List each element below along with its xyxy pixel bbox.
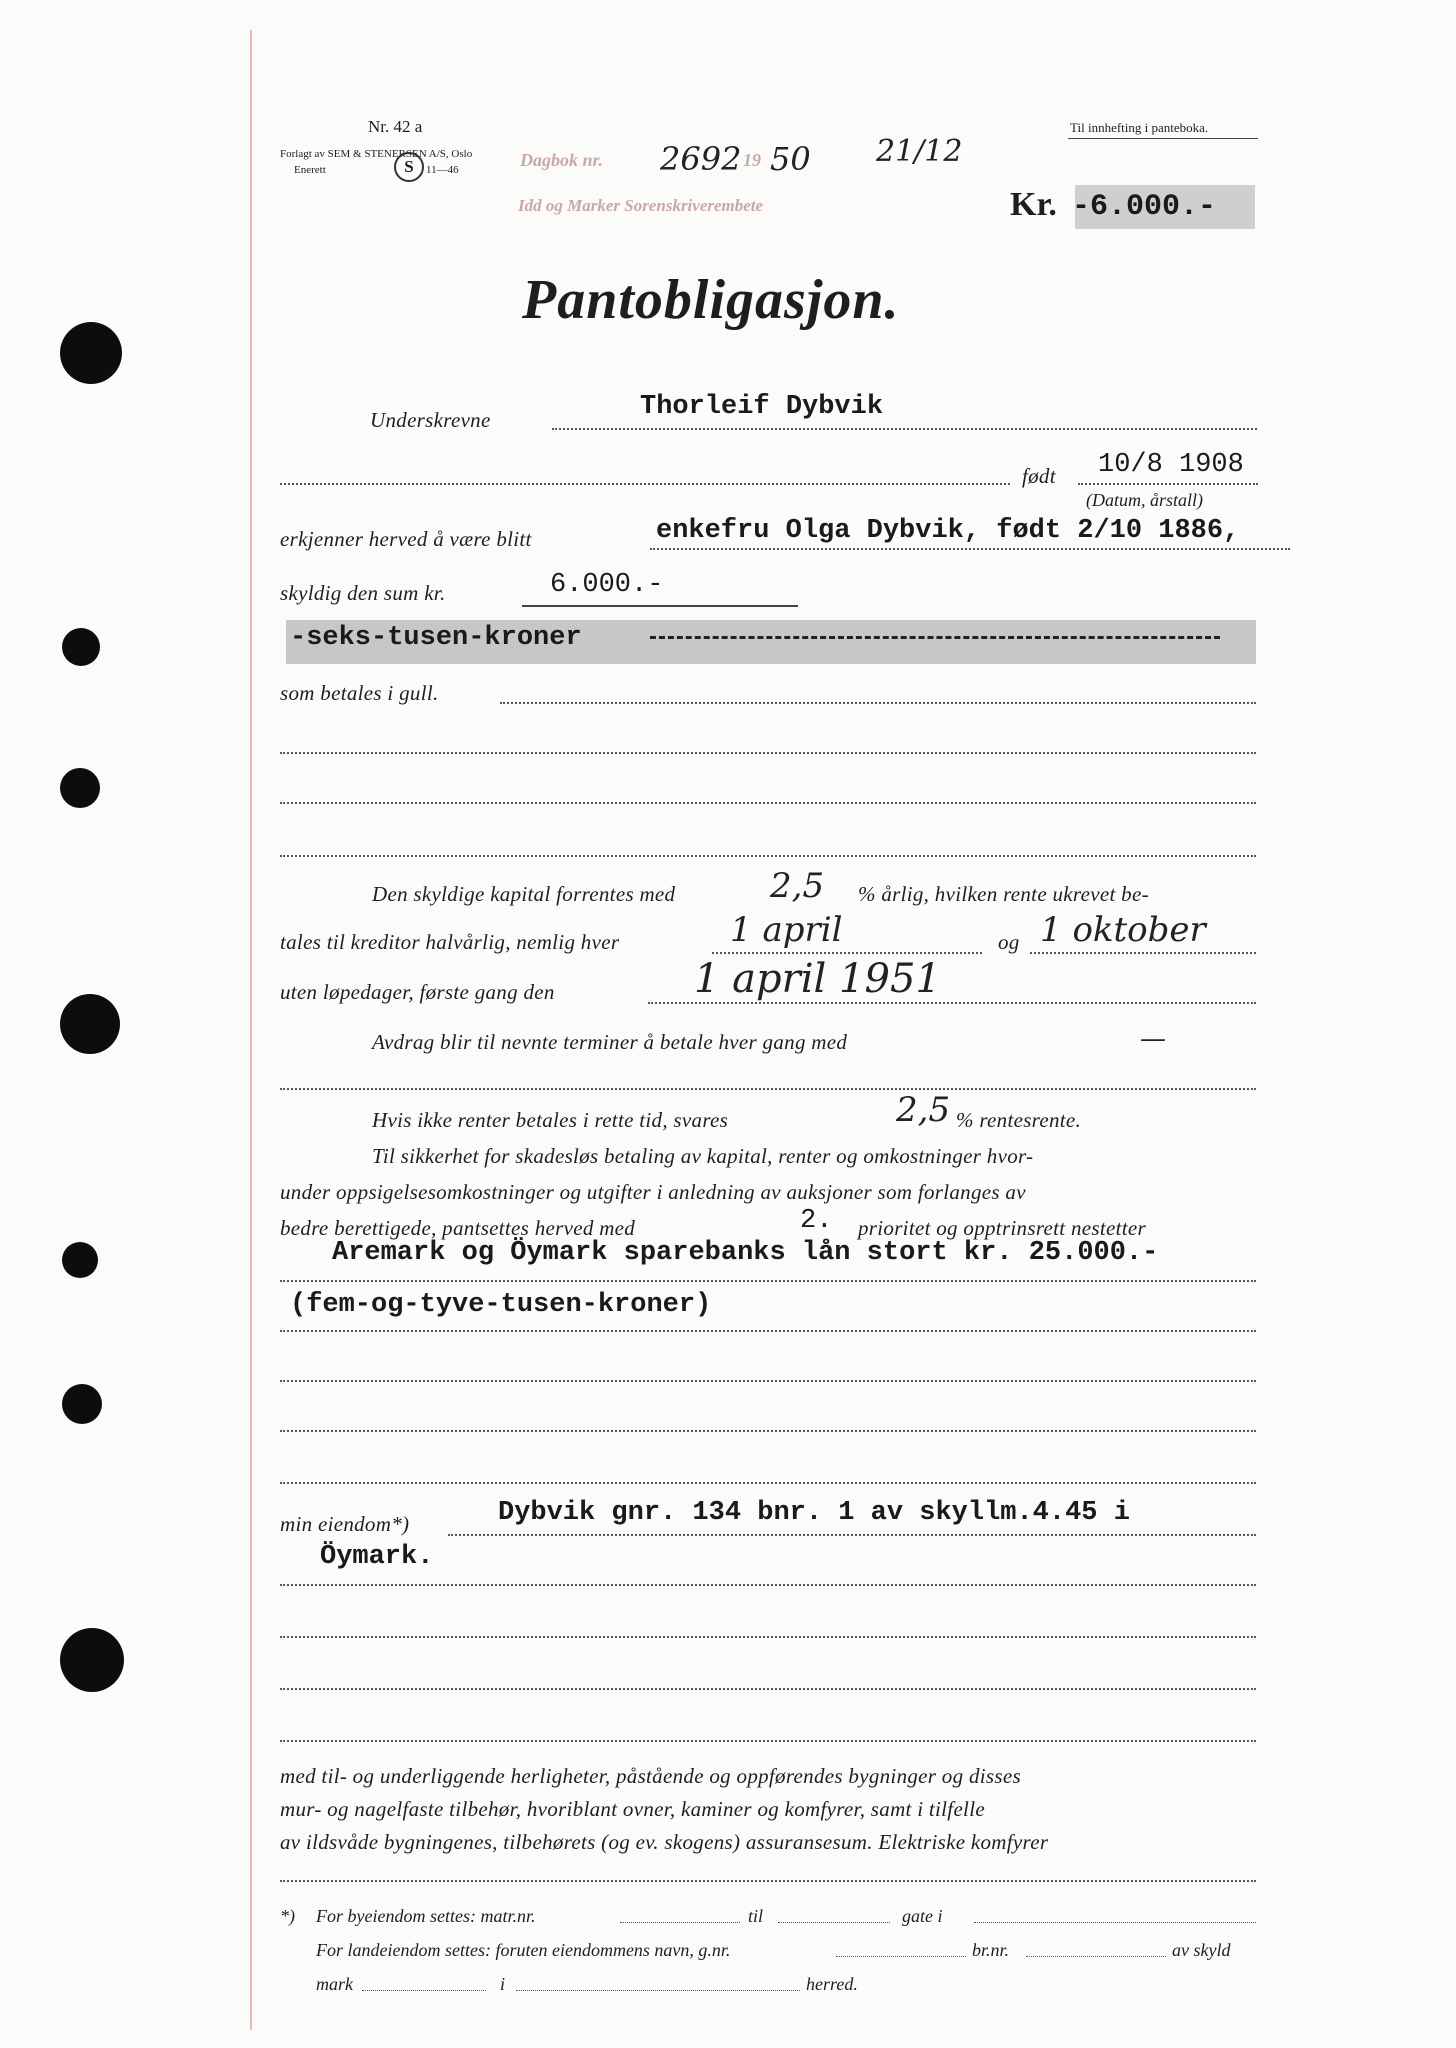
tail-line-3: av ildsvåde bygningenes, tilbehørets (og ev. skogens) assuransesum. Elektriske komfyrer <box>280 1830 1049 1854</box>
tail-line-2: mur- og nagelfaste tilbehør, hvoriblant ovner, kaminer og komfyrer, samt i tilfelle <box>280 1797 985 1821</box>
footnote-city-b: til <box>748 1906 764 1926</box>
term-1: 1 april <box>730 910 843 950</box>
label-paid: tales til kreditor halvårlig, nemlig hver <box>280 930 620 954</box>
first-date: 1 april 1951 <box>694 956 941 1002</box>
label-owing: skyldig den sum kr. <box>280 581 446 605</box>
field-line <box>500 702 1256 704</box>
footnote-line <box>974 1922 1256 1923</box>
priority-number: 2. <box>800 1206 833 1236</box>
field-line <box>280 1088 1256 1090</box>
top-note-underline <box>1068 138 1258 139</box>
label-interest-b: % årlig, hvilken rente ukrevet be- <box>858 882 1149 906</box>
field-line <box>280 1688 1256 1690</box>
footnote-herred: herred. <box>806 1974 858 1994</box>
binder-hole <box>60 1628 124 1692</box>
label-property: min eiendom*) <box>280 1512 410 1536</box>
footnote-line <box>778 1922 890 1923</box>
security-line-3a: bedre berettigede, pantsettes herved med <box>280 1216 636 1240</box>
field-line <box>280 802 1256 804</box>
form-number: Nr. 42 a <box>368 117 423 136</box>
label-gold: som betales i gull. <box>280 681 439 705</box>
footnote-city-a: For byeiendom settes: matr.nr. <box>316 1906 536 1926</box>
label-born: født <box>1022 464 1056 488</box>
footnote-city-c: gate i <box>902 1906 943 1926</box>
label-interest: Den skyldige kapital forrentes med <box>372 882 676 906</box>
stamp-journal-label: Dagbok nr. <box>520 150 604 170</box>
field-line <box>552 428 1257 430</box>
binder-hole <box>60 768 100 808</box>
property-1: Dybvik gnr. 134 bnr. 1 av skyllm.4.45 i <box>498 1498 1130 1528</box>
field-line <box>280 1430 1256 1432</box>
field-line <box>448 1534 1256 1536</box>
journal-year: 50 <box>770 140 811 178</box>
label-installment: Avdrag blir til nevnte terminer å betale hver gang med <box>372 1030 848 1054</box>
label-and: og <box>998 930 1020 954</box>
footnote-rural-b: br.nr. <box>972 1940 1010 1960</box>
stamp-office: Idd og Marker Sorenskriverembete <box>518 196 764 215</box>
journal-date: 21/12 <box>876 134 963 169</box>
birth-date: 10/8 1908 <box>1098 450 1244 480</box>
journal-number: 2692 <box>660 140 742 178</box>
amount-label: Kr. <box>1010 186 1057 223</box>
top-note: Til innhefting i panteboka. <box>1070 120 1209 135</box>
prior-loan-2: (fem-og-tyve-tusen-kroner) <box>290 1290 712 1320</box>
binder-hole <box>62 628 100 666</box>
footnote-marker: *) <box>280 1906 295 1926</box>
creditor: enkefru Olga Dybvik, født 2/10 1886, <box>656 516 1240 546</box>
security-line-3b: prioritet og opptrinsrett nestetter <box>858 1216 1146 1240</box>
date-note: (Datum, årstall) <box>1086 490 1203 510</box>
field-line <box>280 1280 1256 1282</box>
field-line <box>280 1636 1256 1638</box>
binder-hole <box>62 1384 102 1424</box>
footnote-mark-i: i <box>500 1974 506 1994</box>
sum-amount: 6.000.- <box>550 570 664 600</box>
footnote-line <box>1026 1956 1166 1957</box>
footnote-mark: mark <box>316 1974 353 1994</box>
field-line <box>280 752 1256 754</box>
sum-underline <box>522 605 798 607</box>
words-fill-dashes <box>650 636 1220 639</box>
field-line <box>1030 952 1256 954</box>
field-line <box>280 1584 1256 1586</box>
stamp-year-prefix: 19 <box>743 150 761 170</box>
publisher-rights: Enerett <box>294 164 326 176</box>
publisher-line: Forlagt av SEM & STENERSEN A/S, Oslo <box>280 148 473 160</box>
label-days: uten løpedager, første gang den <box>280 980 555 1004</box>
field-line <box>650 548 1290 550</box>
label-penalty: Hvis ikke renter betales i rette tid, svares <box>372 1108 729 1132</box>
publisher-logo-icon: S <box>394 152 424 182</box>
margin-rule <box>250 30 252 2030</box>
binder-hole <box>60 994 120 1054</box>
property-2: Öymark. <box>320 1542 434 1572</box>
term-2: 1 oktober <box>1040 910 1206 950</box>
document-title: Pantobligasjon. <box>522 269 900 331</box>
field-line <box>280 1880 1256 1882</box>
footnote-line <box>836 1956 966 1957</box>
binder-hole <box>60 322 122 384</box>
field-line <box>712 952 982 954</box>
security-line-2: under oppsigelsesomkostninger og utgifter i anledning av auksjoner som forlanges av <box>280 1180 1026 1204</box>
field-line <box>280 855 1256 857</box>
field-line <box>280 1482 1256 1484</box>
amount-value: -6.000.- <box>1072 190 1217 224</box>
sum-words: -seks-tusen-kroner <box>290 623 582 653</box>
binder-hole <box>62 1242 98 1278</box>
security-line-1: Til sikkerhet for skadesløs betaling av kapital, renter og omkostninger hvor- <box>372 1144 1034 1168</box>
debtor-name: Thorleif Dybvik <box>640 392 884 422</box>
field-line <box>280 1330 1256 1332</box>
interest-rate: 2,5 <box>770 866 825 906</box>
footnote-rural-c: av skyld <box>1172 1940 1231 1960</box>
field-line <box>280 483 1010 485</box>
footnote-line <box>620 1922 740 1923</box>
installment-amount: — <box>1140 1024 1166 1054</box>
label-undersigned: Underskrevne <box>370 408 491 432</box>
label-penalty-b: % rentesrente. <box>956 1108 1082 1132</box>
footnote-line <box>516 1990 800 1991</box>
footnote-rural-a: For landeiendom settes: foruten eiendommens navn, g.nr. <box>316 1940 731 1960</box>
tail-line-1: med til- og underliggende herligheter, påstående og oppførendes bygninger og disses <box>280 1764 1021 1788</box>
label-acknowledge: erkjenner herved å være blitt <box>280 527 532 551</box>
field-line <box>280 1740 1256 1742</box>
publisher-code: 11—46 <box>426 164 459 176</box>
field-line <box>280 1380 1256 1382</box>
penalty-rate: 2,5 <box>896 1090 951 1130</box>
footnote-line <box>362 1990 486 1991</box>
prior-loan-1: Aremark og Öymark sparebanks lån stort kr. 25.000.- <box>332 1238 1159 1268</box>
field-line <box>648 1002 1256 1004</box>
field-line <box>1078 483 1258 485</box>
